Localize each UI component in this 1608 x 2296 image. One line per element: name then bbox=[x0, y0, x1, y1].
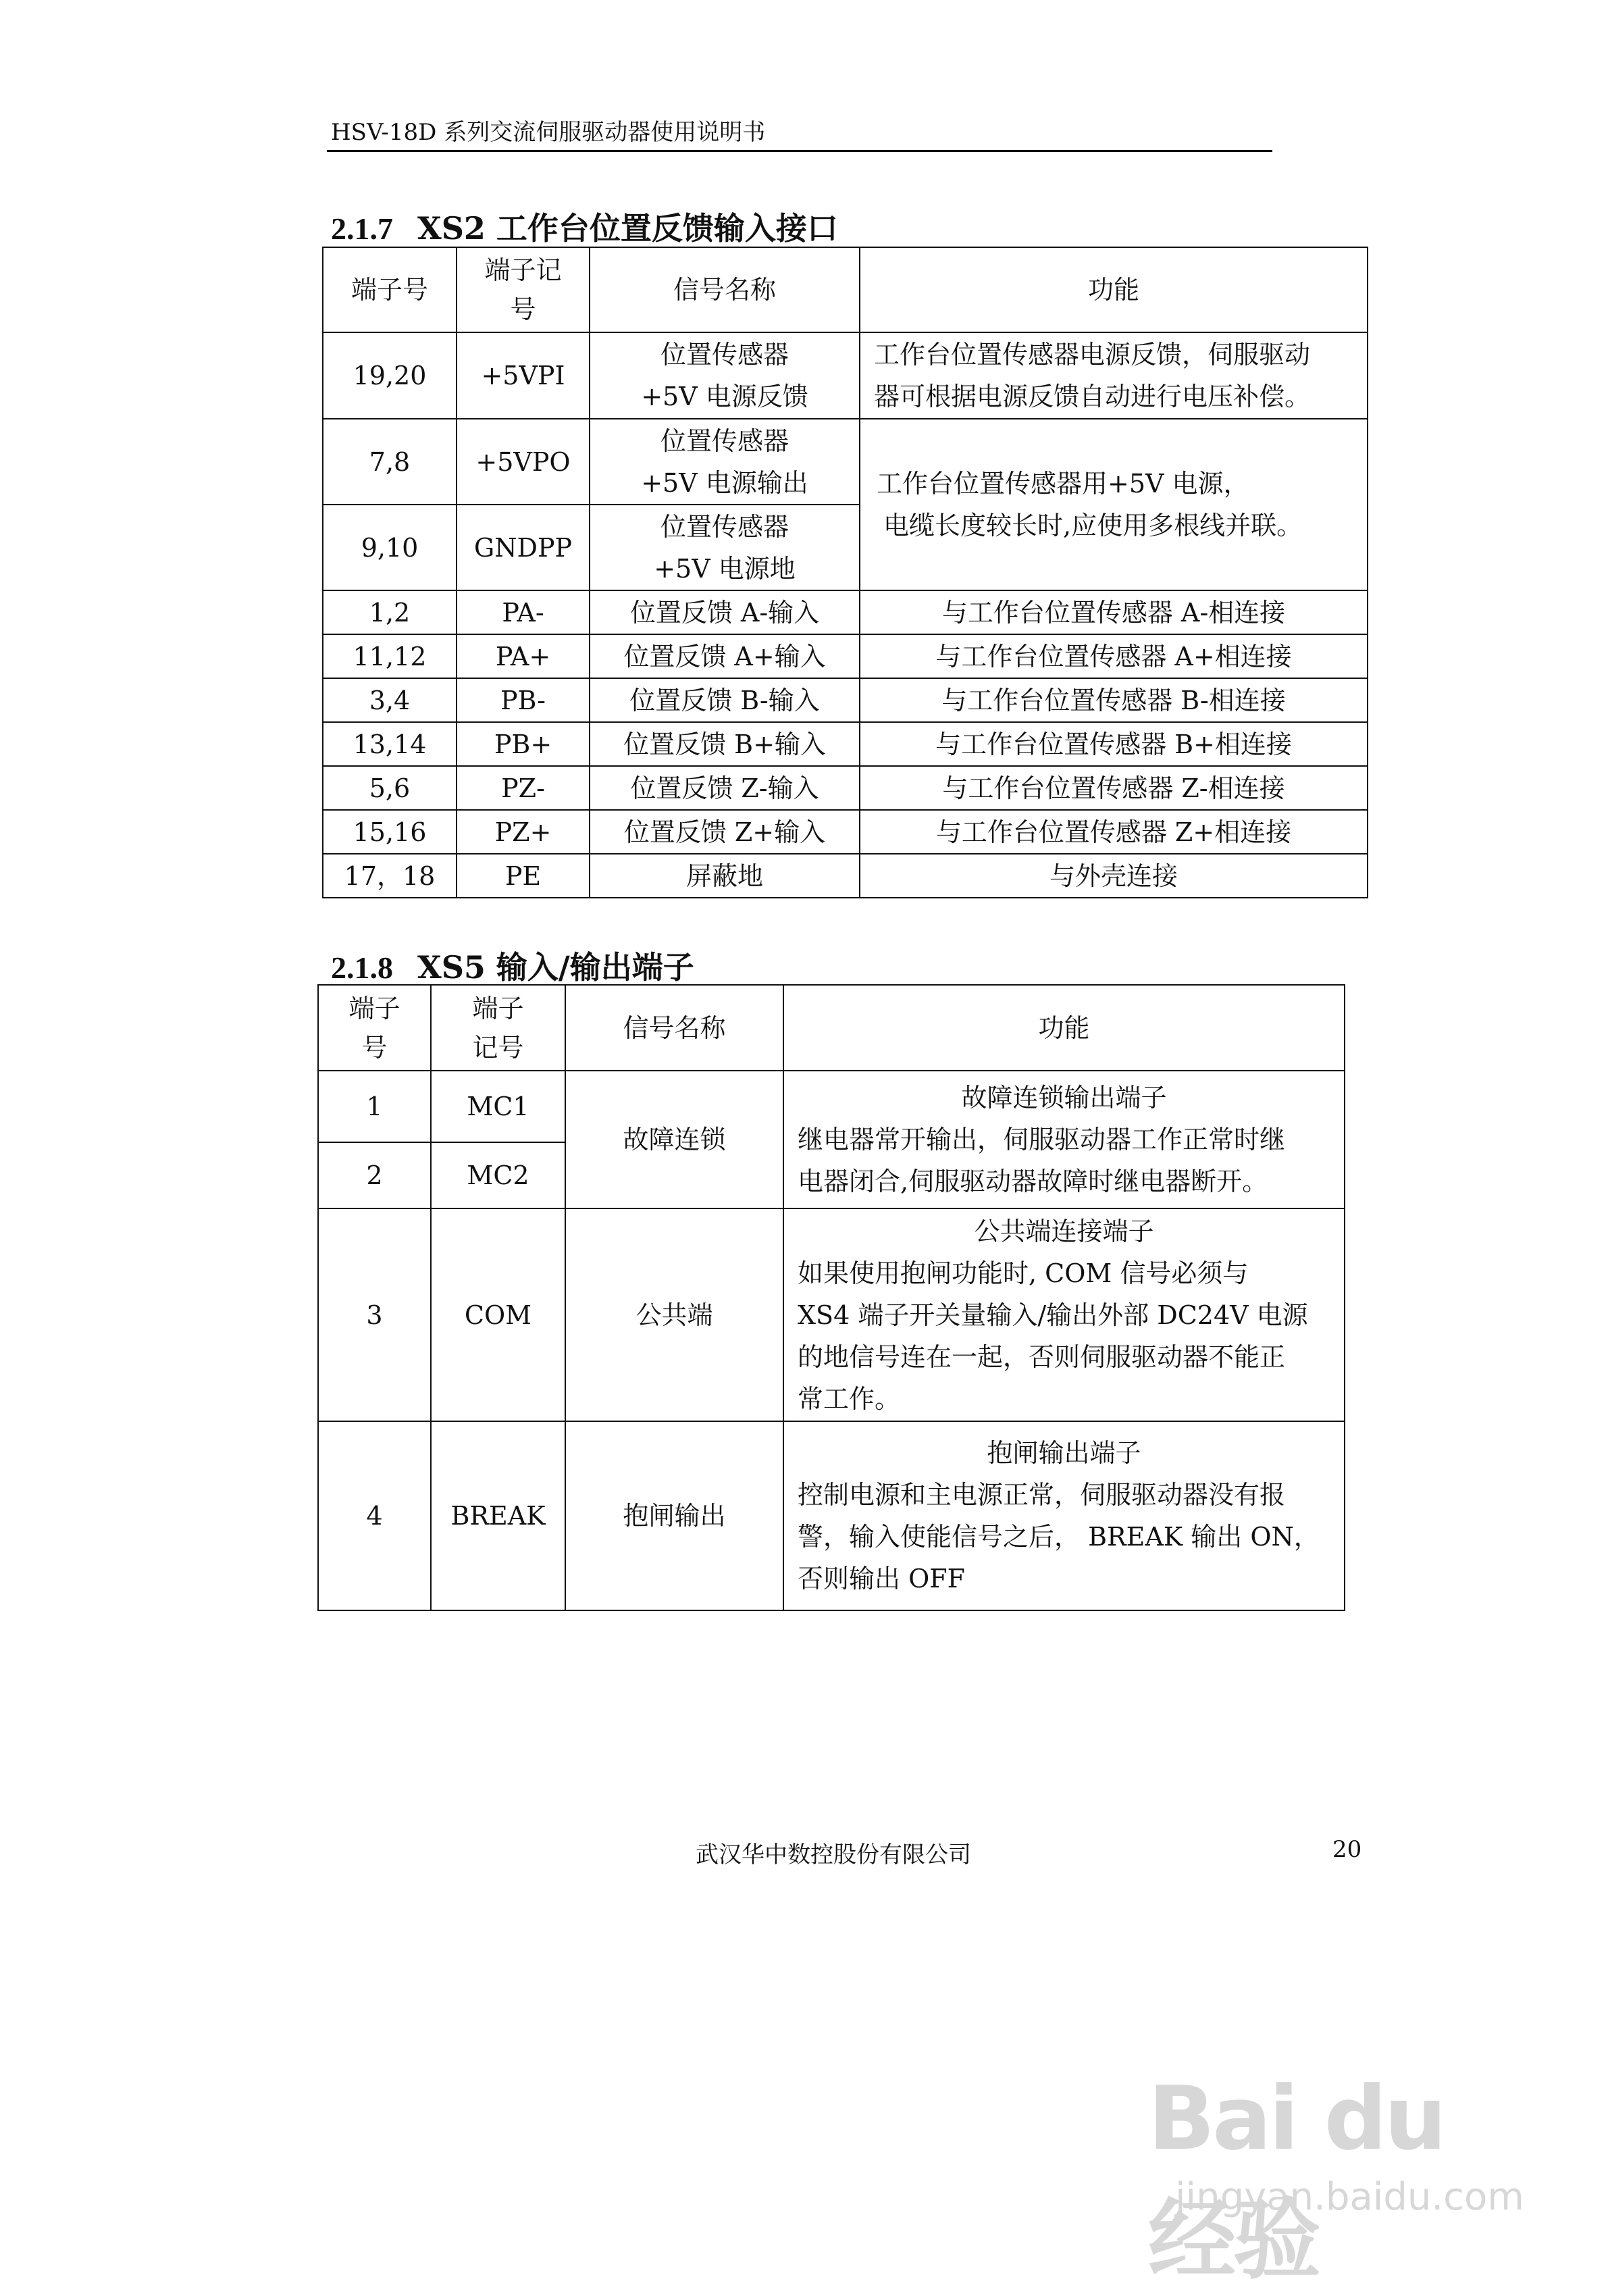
table-row bbox=[323, 332, 1368, 419]
table-row bbox=[318, 1421, 1345, 1610]
symbol-cell: GNDPP bbox=[457, 505, 590, 590]
terminal-cell: 1,2 bbox=[323, 590, 457, 634]
table-row bbox=[323, 634, 1368, 678]
signal-cell: 位置反馈 Z+输入 bbox=[590, 810, 860, 854]
terminal-cell: 19,20 bbox=[323, 332, 457, 419]
signal-cell: 屏蔽地 bbox=[590, 854, 860, 898]
symbol-cell: COM bbox=[431, 1208, 565, 1421]
terminal-cell: 11,12 bbox=[323, 634, 457, 678]
symbol-cell: +5VPI bbox=[457, 332, 590, 419]
symbol-cell: PA+ bbox=[457, 634, 590, 678]
table-row bbox=[323, 722, 1368, 766]
function-cell-merged: 工作台位置传感器用+5V 电源， 电缆长度较长时,应使用多根线并联。 bbox=[860, 419, 1368, 590]
function-cell: 与外壳连接 bbox=[860, 854, 1368, 898]
symbol-cell: PE bbox=[457, 854, 590, 898]
signal-cell: 位置反馈 Z-输入 bbox=[590, 766, 860, 810]
symbol-cell: MC1 bbox=[431, 1071, 565, 1142]
symbol-cell: PB- bbox=[457, 678, 590, 722]
function-cell: 与工作台位置传感器 A+相连接 bbox=[860, 634, 1368, 678]
header-cell: 端子记号 bbox=[457, 247, 590, 332]
signal-cell: 位置传感器 +5V 电源地 bbox=[590, 505, 860, 590]
watermark-logo: Bai du 经验 bbox=[1148, 2067, 1445, 2291]
table-row bbox=[323, 678, 1368, 722]
signal-cell-merged: 故障连锁 bbox=[565, 1071, 783, 1208]
signal-cell: 位置传感器 +5V 电源输出 bbox=[590, 419, 860, 505]
table-row bbox=[323, 766, 1368, 810]
signal-cell: 抱闸输出 bbox=[565, 1421, 783, 1610]
signal-cell: 公共端 bbox=[565, 1208, 783, 1421]
terminal-cell: 9,10 bbox=[323, 505, 457, 590]
terminal-cell: 17，18 bbox=[323, 854, 457, 898]
section-2-1-8-heading bbox=[331, 943, 694, 988]
section-title: XS2 工作台位置反馈输入接口 bbox=[417, 210, 838, 247]
header-cell: 功能 bbox=[860, 247, 1368, 332]
section-title: XS5 输入/输出端子 bbox=[417, 949, 694, 986]
watermark bbox=[1148, 2067, 1526, 2291]
terminal-cell: 2 bbox=[318, 1142, 431, 1208]
header-cell: 端子记号 bbox=[431, 985, 565, 1071]
function-cell: 与工作台位置传感器 Z+相连接 bbox=[860, 810, 1368, 854]
terminal-cell: 1 bbox=[318, 1071, 431, 1142]
table-row bbox=[323, 854, 1368, 898]
symbol-cell: PZ- bbox=[457, 766, 590, 810]
header-cell: 功能 bbox=[783, 985, 1345, 1071]
symbol-cell: +5VPO bbox=[457, 419, 590, 505]
symbol-cell: MC2 bbox=[431, 1142, 565, 1208]
signal-cell: 位置传感器 +5V 电源反馈 bbox=[590, 332, 860, 419]
function-cell: 工作台位置传感器电源反馈，伺服驱动 器可根据电源反馈自动进行电压补偿。 bbox=[860, 332, 1368, 419]
function-cell: 抱闸输出端子 控制电源和主电源正常，伺服驱动器没有报 警，输入使能信号之后， BREAK 输出 ON， 否则输出 OFF bbox=[783, 1421, 1345, 1610]
header-cell: 端子号 bbox=[323, 247, 457, 332]
footer-company: 武汉华中数控股份有限公司 bbox=[696, 1841, 971, 1868]
table-row bbox=[323, 419, 1368, 505]
watermark-url: jingyan.baidu.com bbox=[1175, 2175, 1524, 2219]
symbol-cell: BREAK bbox=[431, 1421, 565, 1610]
function-cell-merged: 故障连锁输出端子 继电器常开输出，伺服驱动器工作正常时继 电器闭合,伺服驱动器故障时继电器断开。 bbox=[783, 1071, 1345, 1208]
document-header-title: HSV-18D 系列交流伺服驱动器使用说明书 bbox=[331, 119, 766, 146]
function-cell: 与工作台位置传感器 A-相连接 bbox=[860, 590, 1368, 634]
signal-cell: 位置反馈 A+输入 bbox=[590, 634, 860, 678]
signal-cell: 位置反馈 A-输入 bbox=[590, 590, 860, 634]
signal-cell: 位置反馈 B+输入 bbox=[590, 722, 860, 766]
table-row bbox=[318, 1071, 1345, 1142]
symbol-cell: PA- bbox=[457, 590, 590, 634]
table-row bbox=[318, 1208, 1345, 1421]
xs5-table bbox=[317, 984, 1345, 1611]
symbol-cell: PB+ bbox=[457, 722, 590, 766]
section-number: 2.1.7 bbox=[331, 211, 393, 246]
table-row bbox=[323, 810, 1368, 854]
header-rule bbox=[327, 150, 1272, 152]
terminal-cell: 4 bbox=[318, 1421, 431, 1610]
terminal-cell: 7,8 bbox=[323, 419, 457, 505]
section-number: 2.1.8 bbox=[331, 950, 393, 985]
xs2-table bbox=[322, 247, 1368, 898]
function-cell: 与工作台位置传感器 B+相连接 bbox=[860, 722, 1368, 766]
section-2-1-7-heading bbox=[331, 204, 838, 249]
table-row bbox=[323, 590, 1368, 634]
terminal-cell: 13,14 bbox=[323, 722, 457, 766]
signal-cell: 位置反馈 B-输入 bbox=[590, 678, 860, 722]
header-cell: 端子号 bbox=[318, 985, 431, 1071]
table-header-row bbox=[323, 247, 1368, 332]
function-cell: 公共端连接端子 如果使用抱闸功能时, COM 信号必须与 XS4 端子开关量输入/输出外部 DC24V 电源 的地信号连在一起，否则伺服驱动器不能正 常工作。 bbox=[783, 1208, 1345, 1421]
table-header-row bbox=[318, 985, 1345, 1071]
symbol-cell: PZ+ bbox=[457, 810, 590, 854]
header-cell: 信号名称 bbox=[590, 247, 860, 332]
terminal-cell: 15,16 bbox=[323, 810, 457, 854]
function-cell: 与工作台位置传感器 B-相连接 bbox=[860, 678, 1368, 722]
page-number: 20 bbox=[1332, 1836, 1362, 1863]
terminal-cell: 5,6 bbox=[323, 766, 457, 810]
terminal-cell: 3 bbox=[318, 1208, 431, 1421]
terminal-cell: 3,4 bbox=[323, 678, 457, 722]
header-cell: 信号名称 bbox=[565, 985, 783, 1071]
function-cell: 与工作台位置传感器 Z-相连接 bbox=[860, 766, 1368, 810]
